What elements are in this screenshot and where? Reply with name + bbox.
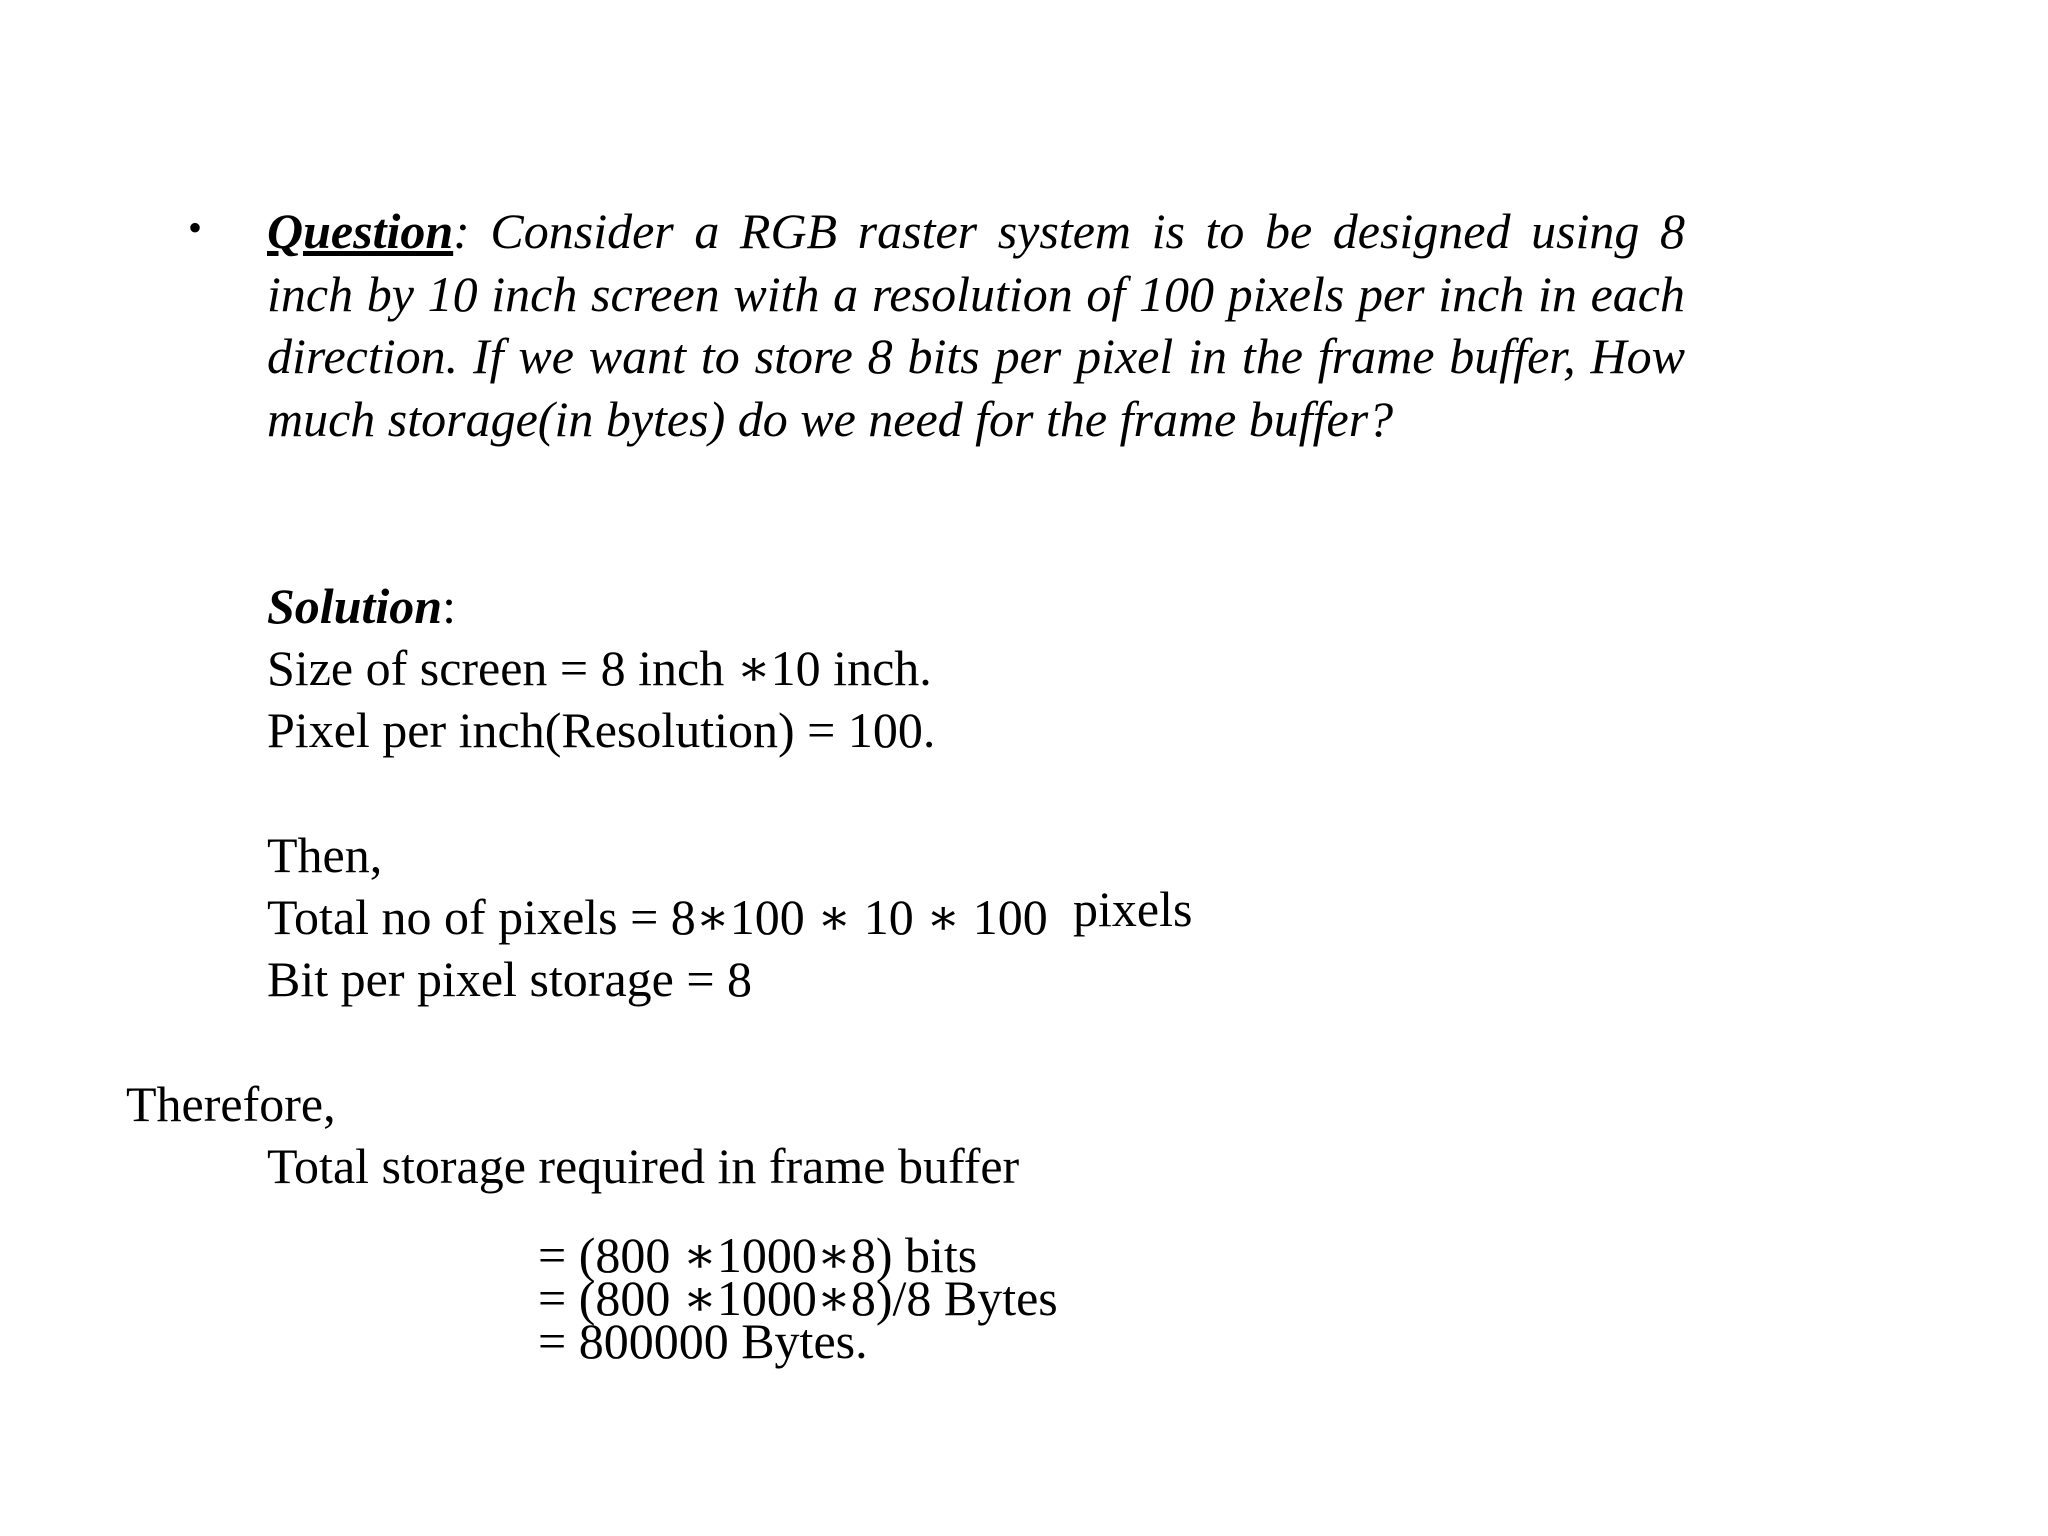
question-separator: :	[453, 203, 491, 259]
calculation-bits: = (800 ∗1000∗8) bits	[538, 1227, 978, 1283]
solution-separator: :	[442, 578, 457, 634]
solution-label: Solution	[267, 578, 443, 634]
size-of-screen-line: Size of screen = 8 inch ∗10 inch.	[267, 640, 932, 696]
question-text: Consider a RGB raster system is to be designed using 8 inch by 10 inch screen with a resolution of 100 pixels per inch in each direction. If we want to store 8 bits per pixel in the frame buffer, How much storage(in bytes) do we need for the frame buffer?	[267, 203, 1685, 447]
calculation-bytes-division: = (800 ∗1000∗8)/8 Bytes	[538, 1270, 1058, 1326]
pixel-per-inch-line: Pixel per inch(Resolution) = 100.	[267, 702, 936, 758]
question-paragraph	[267, 200, 1685, 450]
pixels-unit-label: pixels	[1073, 881, 1193, 937]
bullet-point: •	[188, 205, 203, 250]
calculation-result: = 800000 Bytes.	[538, 1313, 868, 1369]
then-line: Then,	[267, 827, 383, 883]
solution-heading	[267, 575, 456, 637]
question-label: Question	[267, 203, 454, 259]
total-storage-line: Total storage required in frame buffer	[267, 1138, 1020, 1194]
bit-per-pixel-line: Bit per pixel storage = 8	[267, 951, 753, 1007]
therefore-line: Therefore,	[126, 1076, 336, 1132]
total-pixels-line: Total no of pixels = 8∗100 ∗ 10 ∗ 100	[267, 889, 1048, 945]
